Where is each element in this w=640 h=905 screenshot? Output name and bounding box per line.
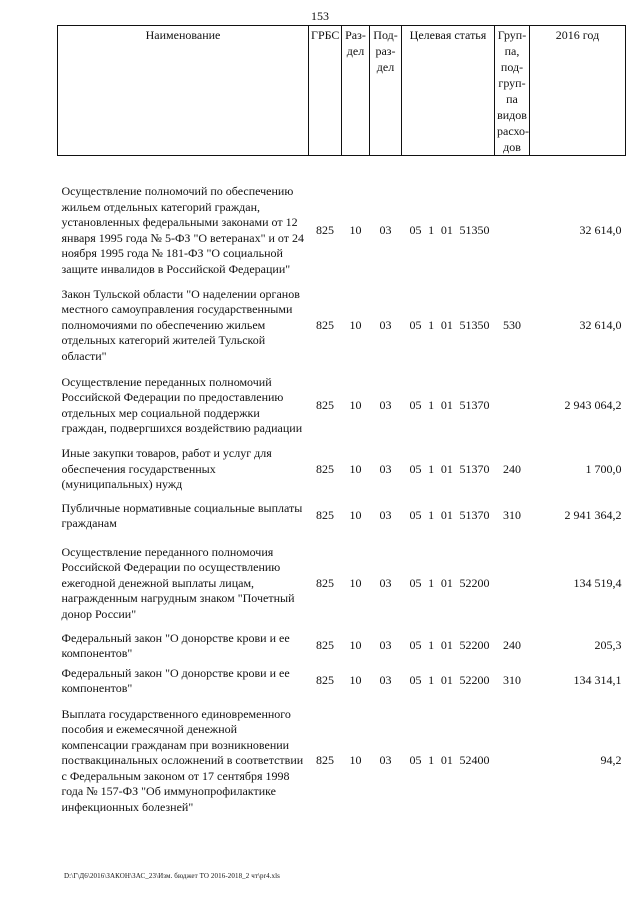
file-path-footer: D:\Г\Д6\2016\ЗАКОН\ЗАС_23\Изм. бюджет ТО 2016-2018_2 чт\pr4.xls: [64, 872, 280, 880]
page-number: 153: [311, 9, 329, 23]
row-razdel: 10: [349, 753, 362, 768]
row-group: [495, 699, 530, 824]
target-part: 51370: [459, 397, 490, 412]
row-target: [402, 629, 495, 664]
target-part: 01: [440, 317, 453, 332]
target-part: 01: [440, 223, 453, 237]
row-razdel: 10: [349, 508, 362, 523]
table-row: [58, 699, 626, 824]
row-group: 310: [503, 673, 521, 688]
row-grbs: 825: [316, 638, 334, 653]
row-group: [495, 366, 530, 446]
target-part: 1: [428, 223, 435, 237]
target-part: 01: [440, 397, 453, 412]
target-part: 52200: [459, 638, 490, 653]
target-part: 51370: [459, 461, 490, 476]
row-grbs: 825: [316, 397, 334, 412]
row-grbs: 825: [316, 673, 334, 688]
row-podrazdel: 03: [379, 461, 392, 476]
table-row: [58, 446, 626, 494]
row-amount: 1 700,0: [585, 461, 622, 476]
table-header-row: [58, 26, 626, 156]
target-part: 01: [440, 753, 453, 768]
target-part: 05: [409, 575, 422, 590]
row-name: Федеральный закон "О донорстве крови и ее компонентов": [61, 665, 290, 695]
target-part: 51350: [459, 223, 490, 237]
row-target: [402, 494, 495, 539]
table-row: [58, 286, 626, 366]
row-name: Иные закупки товаров, работ и услуг для обеспечения государственных (муниципальных) нужд: [61, 446, 272, 492]
row-name: Федеральный закон "О донорстве крови и ее компонентов": [61, 630, 290, 660]
target-part: 05: [409, 317, 422, 332]
row-podrazdel: 03: [379, 317, 392, 332]
table-row: [58, 156, 626, 286]
row-target: [402, 156, 495, 286]
row-grbs: 825: [316, 575, 334, 590]
row-name: Публичные нормативные социальные выплаты гражданам: [61, 500, 303, 530]
row-group: [495, 539, 530, 629]
row-amount: 32 614,0: [579, 223, 622, 237]
target-part: 1: [428, 575, 435, 590]
row-group: 240: [503, 638, 521, 653]
row-amount: 94,2: [600, 753, 622, 768]
target-part: 51350: [459, 317, 490, 332]
target-part: 51370: [459, 508, 490, 523]
target-part: 05: [409, 638, 422, 653]
target-part: 05: [409, 673, 422, 688]
row-amount: 205,3: [594, 638, 622, 653]
row-target: [402, 366, 495, 446]
row-amount: 2 943 064,2: [564, 397, 622, 412]
target-part: 52200: [459, 673, 490, 688]
row-target: [402, 699, 495, 824]
target-part: 05: [409, 223, 422, 237]
row-target: [402, 539, 495, 629]
row-razdel: 10: [349, 397, 362, 412]
table-row: [58, 494, 626, 539]
target-part: 1: [428, 673, 435, 688]
row-name: Осуществление переданных полномочий Российской Федерации по предоставлению отдельных мер социальной поддержки граждан, подвергшихся воздействию радиации: [61, 374, 303, 435]
target-part: 1: [428, 753, 435, 768]
row-podrazdel: 03: [379, 673, 392, 688]
target-part: 05: [409, 461, 422, 476]
header-target: Целевая статья: [402, 26, 495, 156]
row-podrazdel: 03: [379, 508, 392, 523]
row-razdel: 10: [349, 223, 362, 237]
row-razdel: 10: [349, 461, 362, 476]
target-part: 01: [440, 673, 453, 688]
row-target: [402, 446, 495, 494]
row-group: 240: [503, 461, 521, 476]
row-grbs: 825: [316, 461, 334, 476]
table-row: [58, 366, 626, 446]
row-grbs: 825: [316, 753, 334, 768]
target-part: 01: [440, 461, 453, 476]
row-name: Закон Тульской области "О наделении органов местного самоуправления государственными полномочиями по обеспечению жильем отдельных категорий жителей Тульской области": [61, 286, 300, 363]
row-name: Осуществление полномочий по обеспечению жильем отдельных категорий граждан, установленных федеральными законами от 12 января 1995 года № 5-ФЗ "О ветеранах" и от 24 ноября 1995 года № 181-ФЗ "О социальной защите инвалидов в Российской Федерации": [61, 184, 304, 276]
row-podrazdel: 03: [379, 575, 392, 590]
row-grbs: 825: [316, 223, 334, 237]
target-part: 01: [440, 508, 453, 523]
row-name: Осуществление переданного полномочия Российской Федерации по осуществлению ежегодной денежной выплаты лицам, награжденным нагрудным знаком "Почетный донор России": [61, 544, 295, 621]
table-row: [58, 629, 626, 664]
header-grbs: ГРБС: [309, 26, 342, 156]
target-part: 1: [428, 638, 435, 653]
row-group: 310: [503, 508, 521, 523]
header-group: Груп- па, под- груп- па видов расхо- дов: [495, 26, 530, 156]
row-amount: 32 614,0: [579, 317, 622, 332]
row-amount: 2 941 364,2: [564, 508, 622, 523]
header-podrazdel: Под- раз- дел: [370, 26, 402, 156]
row-razdel: 10: [349, 673, 362, 688]
target-part: 01: [440, 575, 453, 590]
header-name: Наименование: [58, 26, 309, 156]
row-podrazdel: 03: [379, 223, 392, 237]
target-part: 01: [440, 638, 453, 653]
target-part: 52200: [459, 575, 490, 590]
target-part: 1: [428, 461, 435, 476]
header-razdel: Раз- дел: [342, 26, 370, 156]
row-grbs: 825: [316, 508, 334, 523]
target-part: 05: [409, 397, 422, 412]
row-target: [402, 286, 495, 366]
row-razdel: 10: [349, 575, 362, 590]
row-grbs: 825: [316, 317, 334, 332]
row-target: [402, 664, 495, 699]
table-row: [58, 664, 626, 699]
budget-table: [57, 25, 626, 824]
target-part: 05: [409, 508, 422, 523]
row-razdel: 10: [349, 317, 362, 332]
row-group: 530: [503, 317, 521, 332]
row-amount: 134 314,1: [573, 673, 622, 688]
row-name: Выплата государственного единовременного пособия и ежемесячной денежной компенсации гражданам при возникновении поствакцинальных осложнений в соответствии с Федеральным законом от 17 сентября 1998 года № 157-ФЗ "Об иммунопрофилактике инфекционных болезней": [61, 706, 304, 814]
table-row: [58, 539, 626, 629]
row-amount: 134 519,4: [573, 575, 622, 590]
target-part: 1: [428, 317, 435, 332]
target-part: 1: [428, 508, 435, 523]
row-podrazdel: 03: [379, 397, 392, 412]
row-podrazdel: 03: [379, 753, 392, 768]
row-podrazdel: 03: [379, 638, 392, 653]
row-group: [495, 156, 530, 286]
row-razdel: 10: [349, 638, 362, 653]
target-part: 05: [409, 753, 422, 768]
header-year: 2016 год: [530, 26, 626, 156]
target-part: 52400: [459, 753, 490, 768]
target-part: 1: [428, 397, 435, 412]
